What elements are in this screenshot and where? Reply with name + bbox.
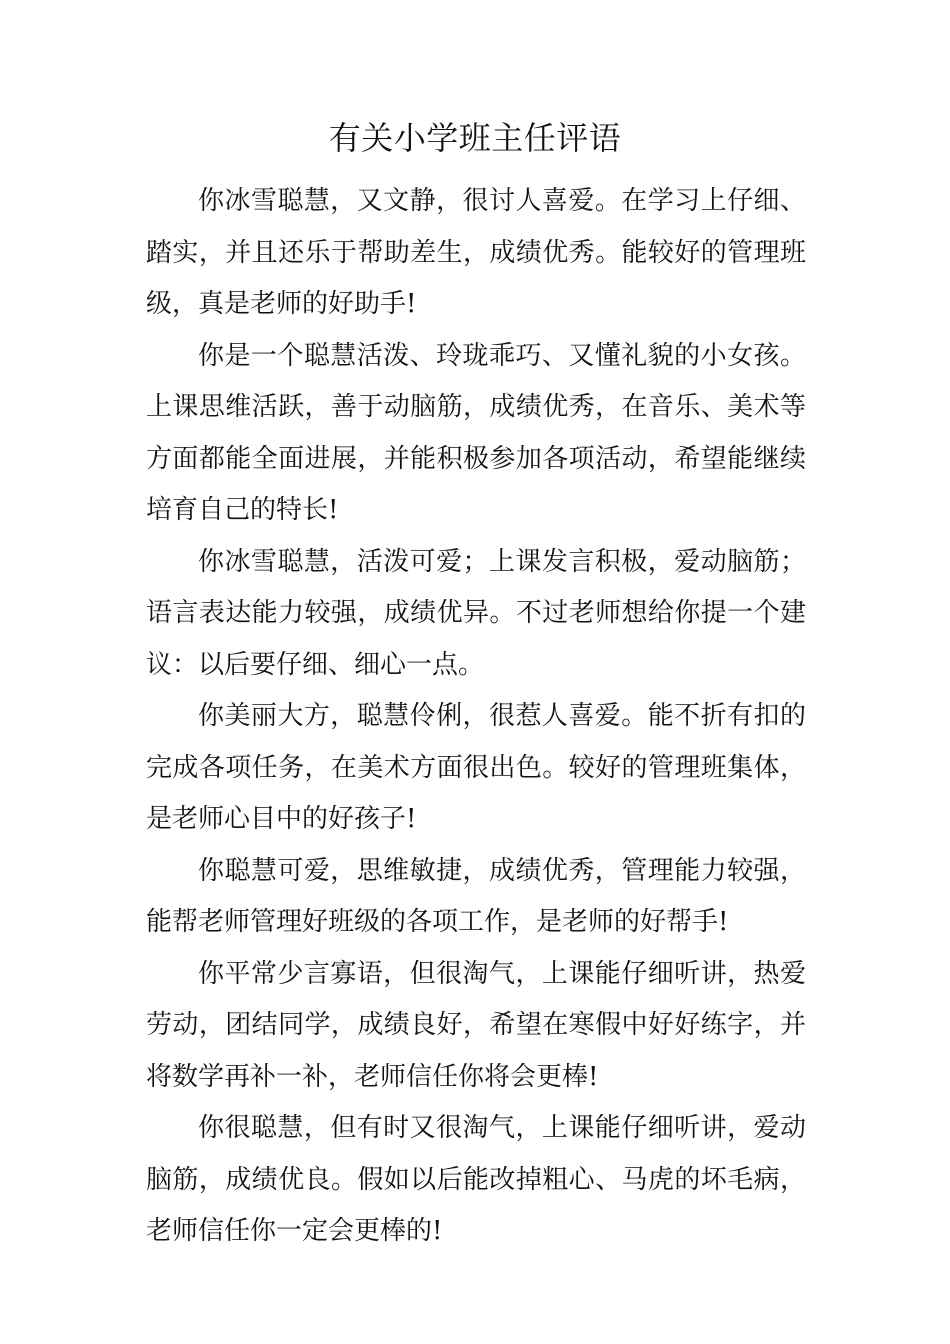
comment-paragraph-5: 你聪慧可爱，思维敏捷，成绩优秀，管理能力较强，能帮老师管理好班级的各项工作，是老师的好帮手! [146, 855, 806, 937]
comment-paragraph-7: 你很聪慧，但有时又很淘气，上课能仔细听讲，爱动脑筋，成绩优良。假如以后能改掉粗心、马虎的坏毛病，老师信任你一定会更棒的! [146, 1113, 806, 1246]
comment-paragraph-6: 你平常少言寡语，但很淘气，上课能仔细听讲，热爱劳动，团结同学，成绩良好，希望在寒假中好好练字，并将数学再补一补，老师信任你将会更棒! [146, 958, 806, 1092]
comment-paragraph-2: 你是一个聪慧活泼、玲珑乖巧、又懂礼貌的小女孩。上课思维活跃，善于动脑筋，成绩优秀，在音乐、美术等方面都能全面进展，并能积极参加各项活动，希望能继续培育自己的特长! [146, 340, 806, 525]
document-title: 有关小学班主任评语 [328, 119, 622, 157]
document-body [146, 176, 806, 1258]
comment-paragraph-1: 你冰雪聪慧，又文静，很讨人喜爱。在学习上仔细、踏实，并且还乐于帮助差生，成绩优秀。能较好的管理班级，真是老师的好助手! [146, 186, 806, 319]
comment-paragraph-4: 你美丽大方，聪慧伶俐，很惹人喜爱。能不折有扣的完成各项任务，在美术方面很出色。较好的管理班集体，是老师心目中的好孩子! [146, 701, 806, 834]
comment-paragraph-3: 你冰雪聪慧，活泼可爱；上课发言积极，爱动脑筋；语言表达能力较强，成绩优异。不过老师想给你提一个建议：以后要仔细、细心一点。 [146, 546, 806, 680]
